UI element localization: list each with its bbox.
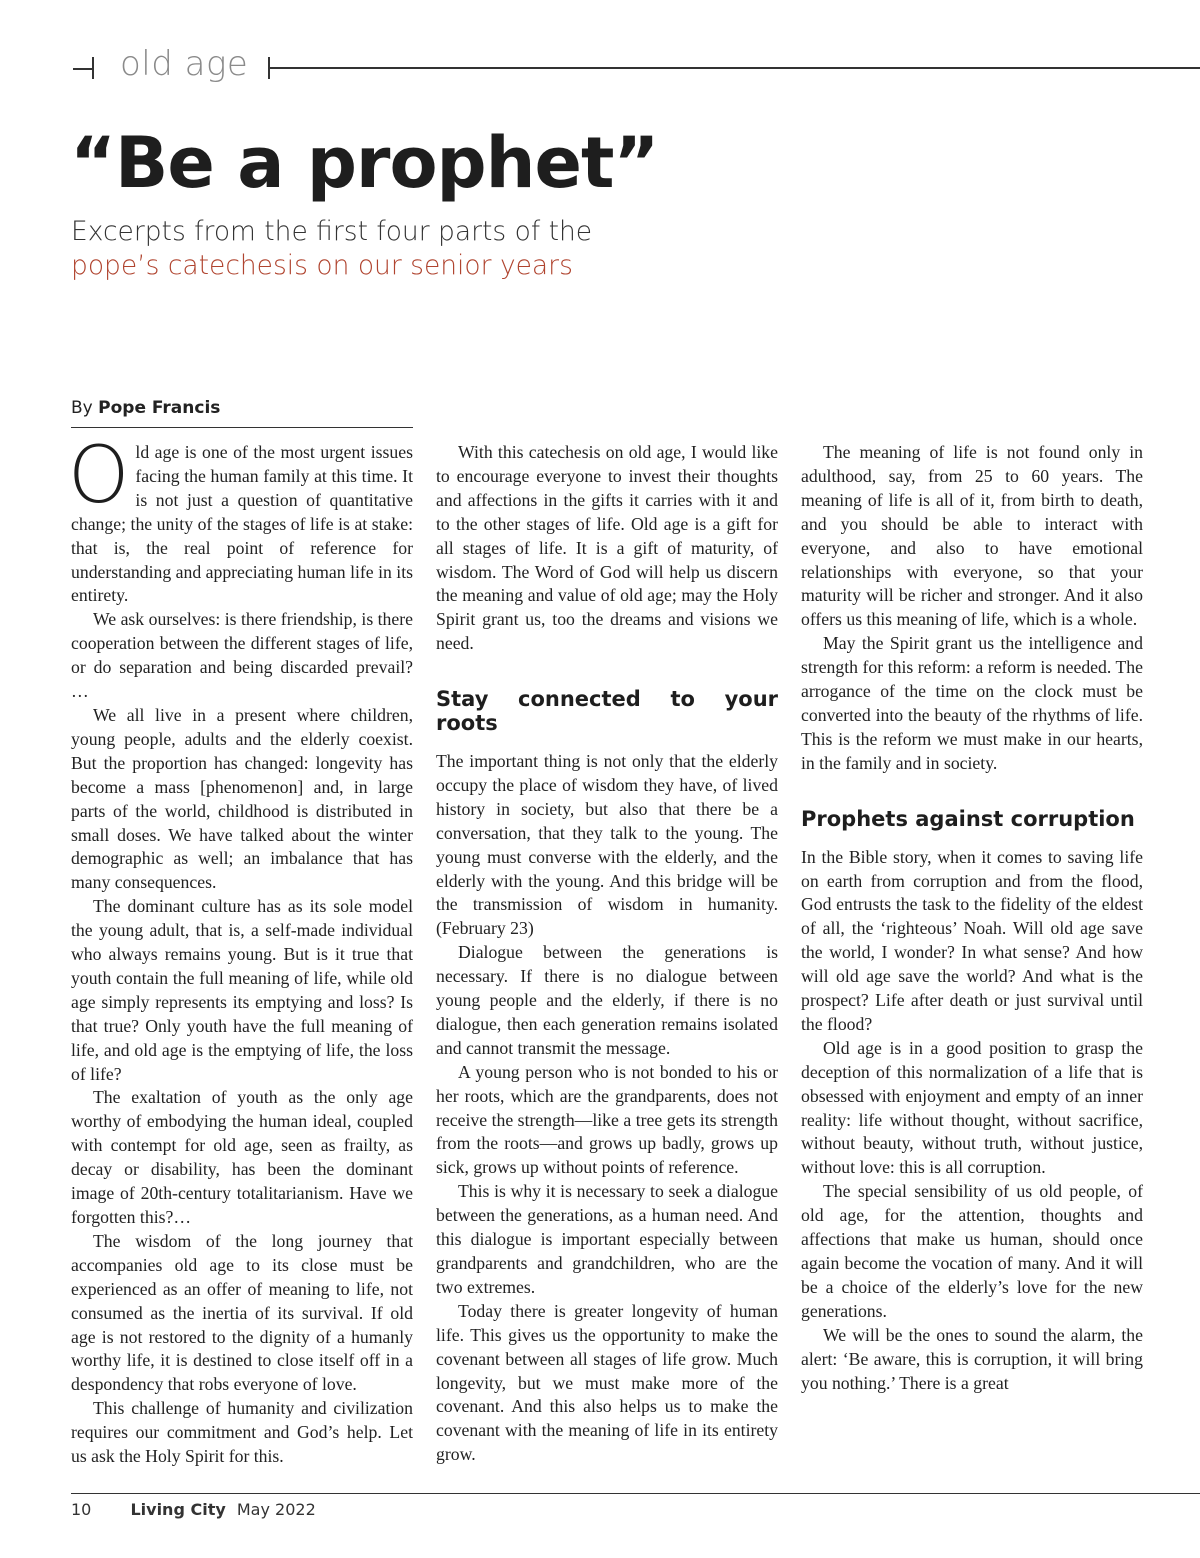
paragraph: The special sensibility of us old people, of old age, for the attention, thoughts and affections that make us human, should once again become the vocation of many. And it will be a choice of the elderly’s love for the new generations. [801,1181,1143,1321]
paragraph: We ask ourselves: is there friendship, is there cooperation between the different stages of life, or do separation and being discarded prevail? … [71,609,413,702]
page-number: 10 [71,1500,92,1519]
paragraph: The important thing is not only that the elderly occupy the place of wisdom they have, of lived history in society, but also that there be a conversation, that they talk to the young. The young must converse with the elderly, and the elderly with the young. And this bridge will be the transmission of wisdom in humanity. (February 23) [436,750,778,939]
paragraph: This is why it is necessary to seek a dialogue between the generations, as a human need. And this dialogue is important especially between grandparents and grandchildren, who are the two extremes. [436,1181,778,1297]
paragraph: The meaning of life is not found only in adulthood, say, from 25 to 60 years. The meaning of life is all of it, from birth to death, and you should be able to interact with everyone, and also to have emotional relationships with everyone, so that your maturity will be richer and stronger. And it also offers us this meaning of life, which is a whole. [801,442,1143,630]
deck [71,215,592,283]
paragraph: Today there is greater longevity of human life. This gives us the opportunity to make the covenant between all stages of life grow. Much longevity, but we must make more of the covenant. And this also helps us to make the covenant with the meaning of life in its entirety grow. [436,1300,778,1465]
paragraph-text: ld age is one of the most urgent issues facing the human family at this time. It is not just a question of quantitative change; the unity of the stages of life is at stake: that is, the real point of reference for understanding and appreciating human life in its entirety. [71,442,413,606]
section-rule-right [268,67,1200,69]
paragraph: We will be the ones to sound the alarm, the alert: ‘Be aware, this is corruption, it will bring you nothing.’ There is a great [801,1324,1143,1393]
paragraph: With this catechesis on old age, I would like to encourage everyone to invest their thoughts and affections in the gifts it carries with it and to the other stages of life. Old age is a gift for all stages of life. It is a gift of maturity, of wisdom. The Word of God will help us discern the meaning and value of old age; may the Holy Spirit grant us, too the dreams and visions we need. [436,442,778,654]
paragraph: We all live in a present where children, young people, adults and the elderly coexist. But the proportion has changed: longevity has become a mass [phenomenon] and, in large parts of the world, childhood is distributed in small doses. We have talked about the winter demographic as well; an imbalance that has many consequences. [71,704,413,893]
column-3 [801,441,1143,1395]
footer [71,1500,316,1519]
footer-rule [71,1493,1200,1494]
subhead-roots: Stay connected to your roots [436,687,778,736]
section-label: old age [120,44,249,84]
section-tick-left [92,57,94,79]
column-2 [436,441,778,1467]
paragraph: The wisdom of the long journey that accompanies old age to its close must be experienced as an offer of meaning to life, not consumed as the inertia of its survival. If old age is not restored to the dignity of a humanly worthy life, it is destined to close itself off in a despondency that robs everyone of love. [71,1230,413,1395]
paragraph: In the Bible story, when it comes to saving life on earth from corruption and from the flood, God entrusts the task to the fidelity of the eldest of all, the ‘righteous’ Noah. Will old age save the world, I wonder? In what sense? And how will old age save the world? And what is the prospect? Life after death or just survival until the flood? [801,846,1143,1034]
paragraph: May the Spirit grant us the intelligence and strength for this reform: a reform is needed. The arrogance of the time on the clock must be converted into the beauty of the rhythms of life. This is the reform we must make in our hearts, in the family and in society. [801,633,1143,773]
byline-prefix: By [71,398,93,418]
byline [71,398,220,418]
paragraph: Dialogue between the generations is necessary. If there is no dialogue between young people and the elderly, if there is no dialogue, then each generation remains isolated and cannot transmit the message. [436,942,778,1058]
headline: “Be a prophet” [70,122,659,204]
subhead-prophets: Prophets against corruption [801,806,1135,831]
paragraph: Old age is in a good position to grasp the deception of this normalization of a life that is obsessed with enjoyment and empty of an inner reality: life without thought, without sacrifice, without beauty, without truth, without justice, without love: this is all corruption. [801,1037,1143,1178]
paragraph: The dominant culture has as its sole model the young adult, that is, a self-made individual who always remains young. But is it true that youth contain the full meaning of life, while old age simply represents its emptying and loss? Is that true? Only youth have the full meaning of life, and old age is the emptying of life, the loss of life? [71,896,413,1084]
magazine-name: Living City [130,1500,226,1519]
paragraph: A young person who is not bonded to his or her roots, which are the grandparents, does not receive the strength—like a tree gets its strength from the roots—and grows up badly, grows up sick, grows up without points of reference. [436,1061,778,1178]
paragraph: The exaltation of youth as the only age worthy of embodying the human ideal, coupled with contempt for old age, seen as frailty, as decay or disability, has been the dominant image of 20th-century totalitarianism. Have we forgotten this?… [71,1087,413,1227]
section-rule-left [73,68,93,70]
deck-line-2: pope’s catechesis on our senior years [71,250,573,281]
paragraph [68,431,413,608]
column-1 [68,431,413,1469]
issue-date: May 2022 [236,1500,316,1519]
byline-rule [71,427,413,428]
paragraph: This challenge of humanity and civilization requires our commitment and God’s help. Let us ask the Holy Spirit for this. [71,1398,413,1467]
deck-line-1: Excerpts from the first four parts of the [71,216,593,247]
drop-cap: O [68,431,130,521]
byline-author: Pope Francis [98,398,221,418]
